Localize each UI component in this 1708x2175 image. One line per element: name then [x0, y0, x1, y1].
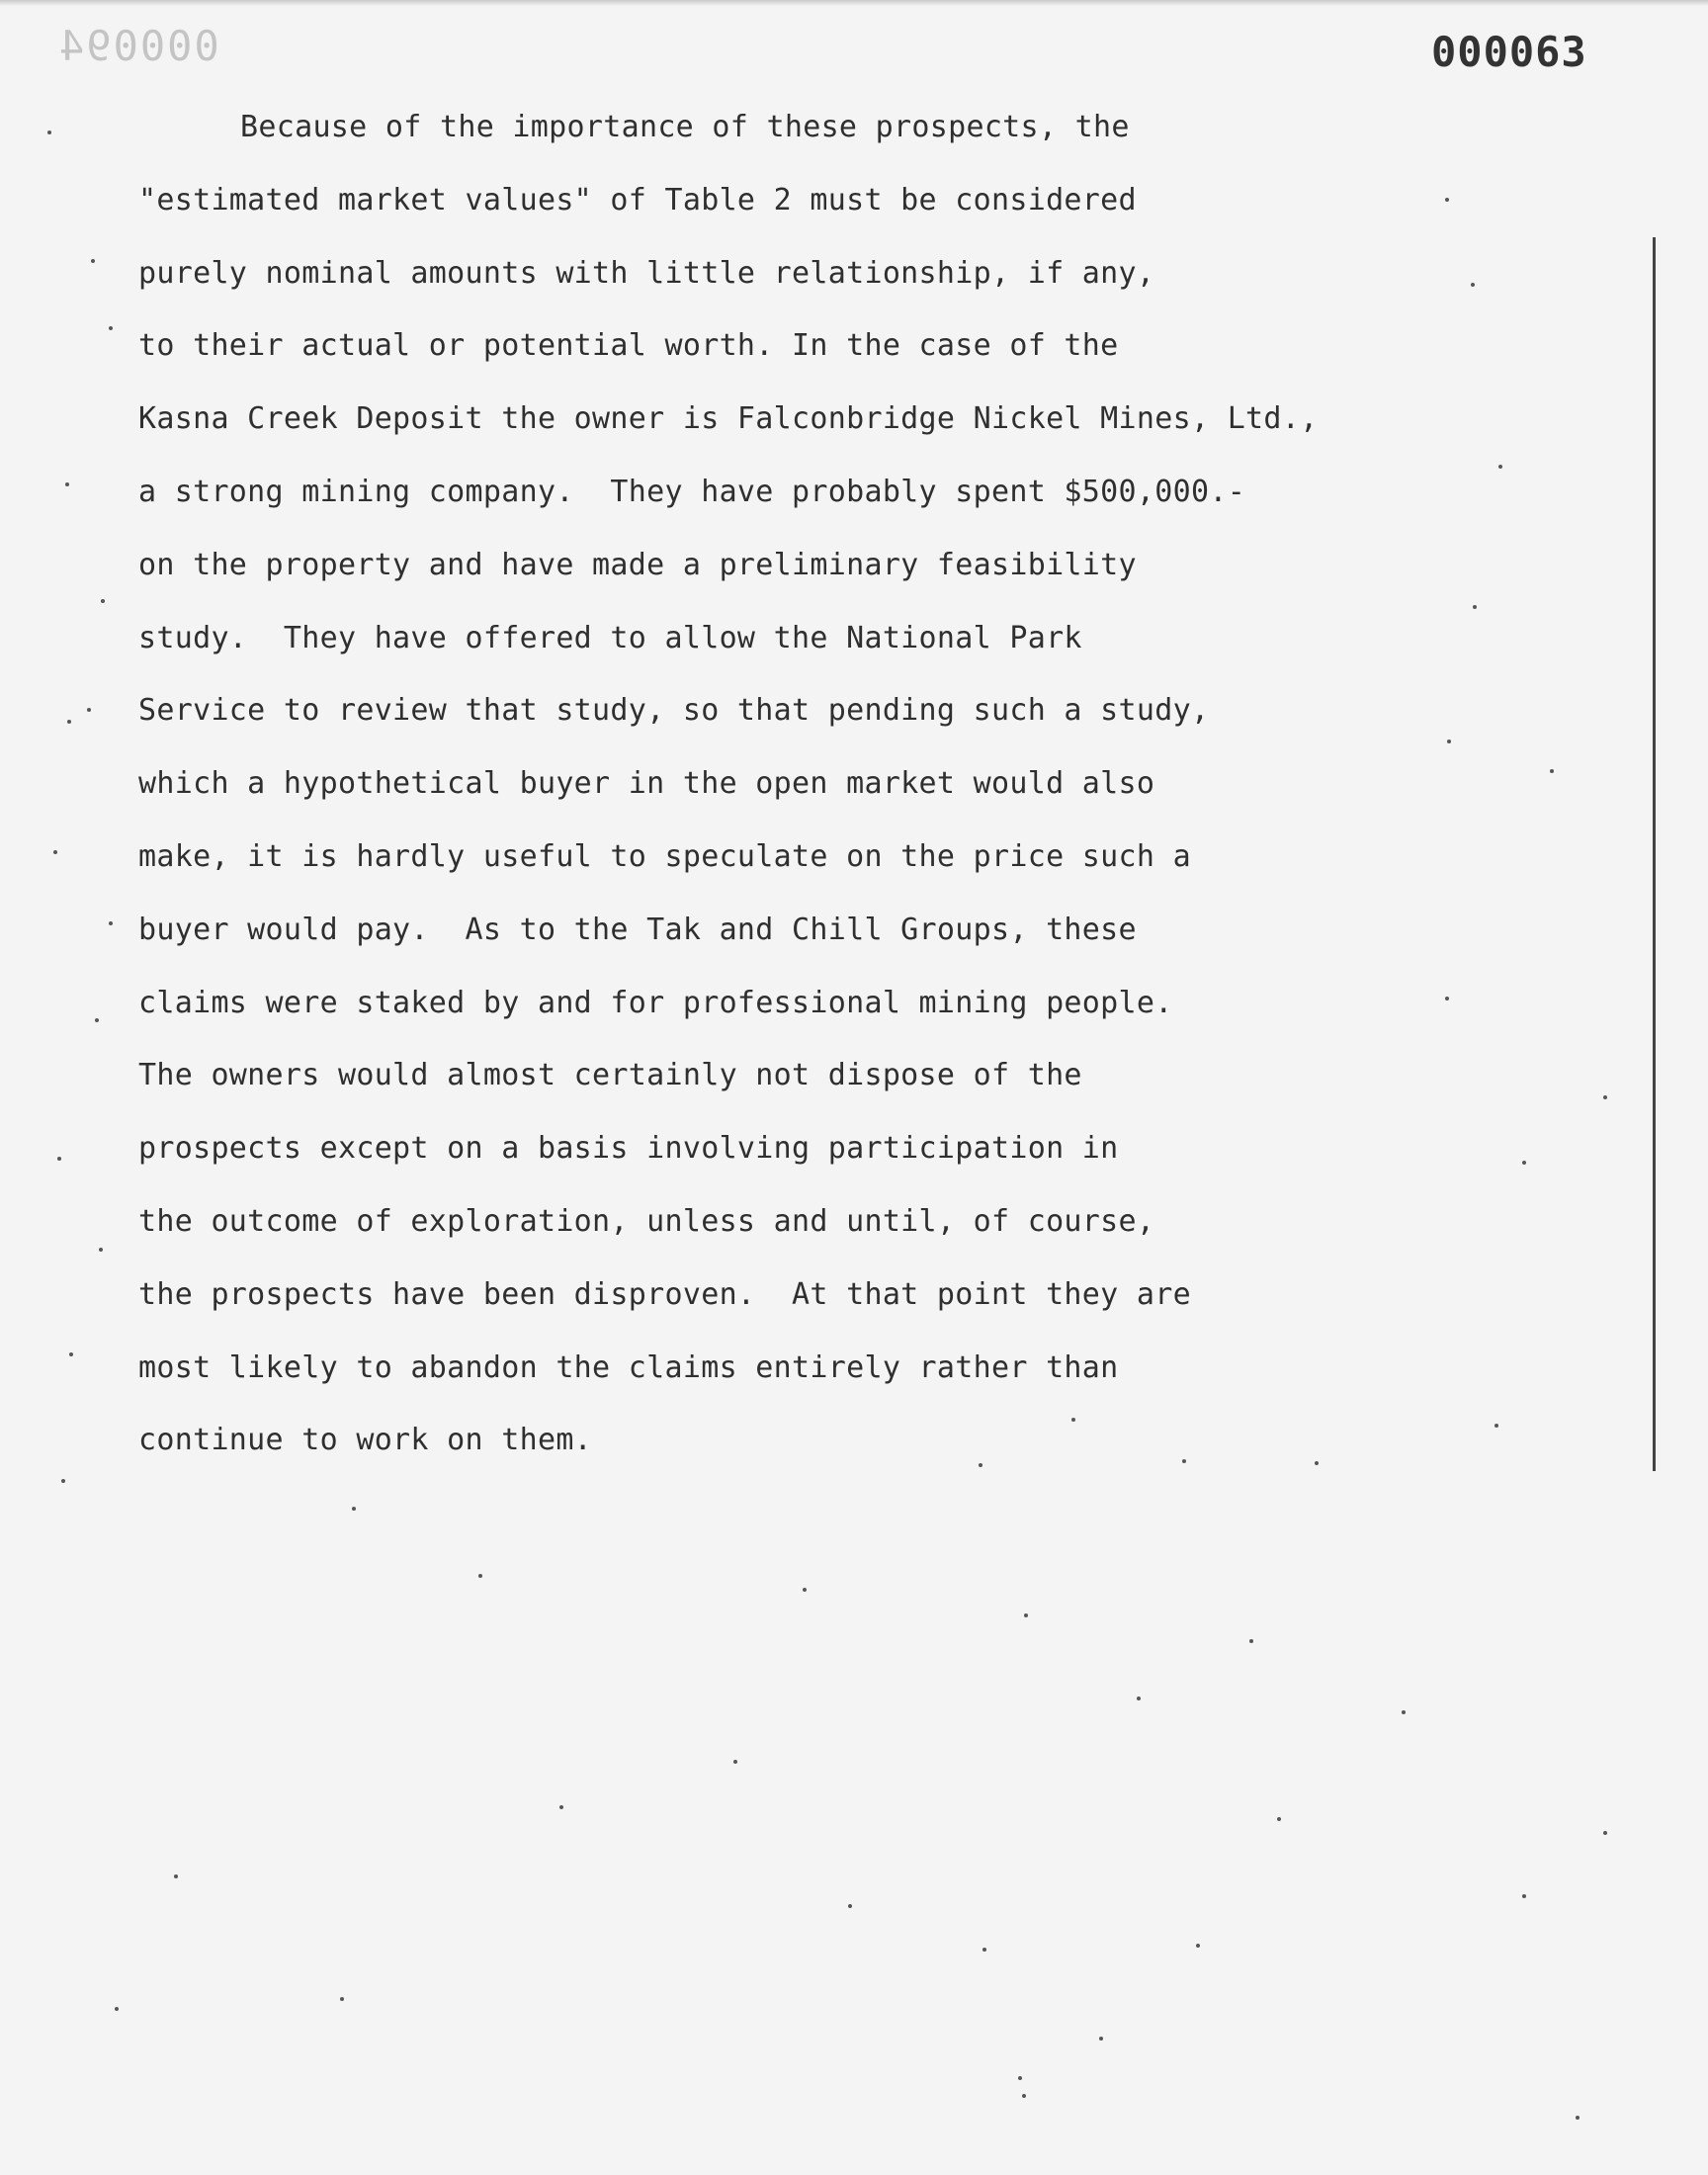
- text-line: most likely to abandon the claims entirely rather than: [138, 1349, 1119, 1385]
- text-line: Service to review that study, so that pending such a study,: [138, 693, 1210, 729]
- margin-rule: [1653, 237, 1656, 1471]
- text-line: prospects except on a basis involving participation in: [138, 1131, 1119, 1167]
- scan-speck: [115, 2007, 119, 2011]
- text-line: The owners would almost certainly not dispose of the: [138, 1058, 1082, 1093]
- scan-edge-shadow: [0, 0, 1708, 6]
- scan-speck: [1494, 1424, 1498, 1428]
- scan-speck: [1445, 997, 1449, 1000]
- text-line: purely nominal amounts with little relationship, if any,: [138, 255, 1155, 291]
- scan-speck: [99, 1248, 103, 1252]
- scan-speck: [982, 1948, 986, 1952]
- text-line: make, it is hardly useful to speculate on the price such a: [138, 838, 1191, 874]
- scan-speck: [47, 130, 51, 134]
- scan-speck: [1603, 1831, 1607, 1835]
- paragraph: [138, 91, 1562, 1477]
- scan-speck: [91, 259, 95, 263]
- scan-speck: [478, 1574, 482, 1578]
- scan-speck: [1471, 283, 1475, 287]
- scan-speck: [1603, 1095, 1607, 1099]
- scan-speck: [1099, 2037, 1103, 2041]
- text-line: study. They have offered to allow the National Park: [138, 620, 1082, 655]
- scan-speck: [95, 1018, 99, 1022]
- scan-speck: [733, 1760, 737, 1764]
- text-line: the prospects have been disproven. At that point they are: [138, 1276, 1191, 1312]
- scan-speck: [109, 326, 113, 330]
- bleed-through-page-number: 000094: [57, 22, 219, 70]
- text-line: continue to work on them.: [138, 1423, 593, 1458]
- text-line: to their actual or potential worth. In the case of the: [138, 328, 1119, 364]
- text-line: buyer would pay. As to the Tak and Chill Groups, these: [138, 912, 1137, 947]
- text-line: on the property and have made a preliminary feasibility: [138, 547, 1137, 582]
- scan-speck: [1550, 769, 1554, 773]
- scan-speck: [53, 850, 57, 854]
- scan-speck: [1022, 2094, 1026, 2098]
- text-line: Kasna Creek Deposit the owner is Falconbridge Nickel Mines, Ltd.,: [138, 401, 1319, 437]
- scan-speck: [174, 1874, 178, 1878]
- scan-speck: [1249, 1639, 1253, 1643]
- scan-speck: [101, 599, 105, 603]
- scan-speck: [340, 1997, 344, 2001]
- scan-speck: [1071, 1418, 1075, 1422]
- scan-speck: [1447, 740, 1451, 743]
- scan-speck: [1522, 1161, 1526, 1165]
- scan-speck: [1473, 605, 1477, 609]
- text-line: a strong mining company. They have probably spent $500,000.-: [138, 474, 1246, 509]
- scan-speck: [57, 1157, 61, 1161]
- text-line: claims were staked by and for professional mining people.: [138, 985, 1173, 1020]
- scan-speck: [1522, 1894, 1526, 1898]
- scan-speck: [848, 1904, 852, 1908]
- page-number: 000063: [1431, 28, 1587, 76]
- scan-speck: [1445, 198, 1449, 202]
- scan-speck: [1196, 1944, 1200, 1948]
- scan-speck: [352, 1507, 356, 1511]
- scan-speck: [87, 708, 91, 712]
- scan-speck: [65, 482, 69, 486]
- scan-speck: [1024, 1613, 1028, 1617]
- scan-speck: [559, 1805, 563, 1809]
- scan-speck: [1315, 1461, 1319, 1465]
- scan-speck: [1018, 2076, 1022, 2080]
- scan-speck: [1182, 1459, 1186, 1463]
- scan-speck: [1402, 1710, 1406, 1714]
- scan-speck: [1137, 1696, 1141, 1700]
- scan-speck: [1498, 465, 1502, 469]
- scan-speck: [67, 720, 71, 724]
- scan-speck: [61, 1479, 65, 1483]
- text-line: which a hypothetical buyer in the open market would also: [138, 766, 1155, 802]
- scan-speck: [109, 921, 113, 925]
- scan-speck: [803, 1588, 807, 1592]
- scan-speck: [1277, 1817, 1281, 1821]
- scan-speck: [979, 1463, 982, 1467]
- scan-speck: [1576, 2116, 1580, 2120]
- scan-speck: [69, 1352, 73, 1356]
- text-line: Because of the importance of these prospects, the: [240, 110, 1130, 144]
- text-line: the outcome of exploration, unless and until, of course,: [138, 1203, 1155, 1239]
- text-line: "estimated market values" of Table 2 must be considered: [138, 182, 1137, 218]
